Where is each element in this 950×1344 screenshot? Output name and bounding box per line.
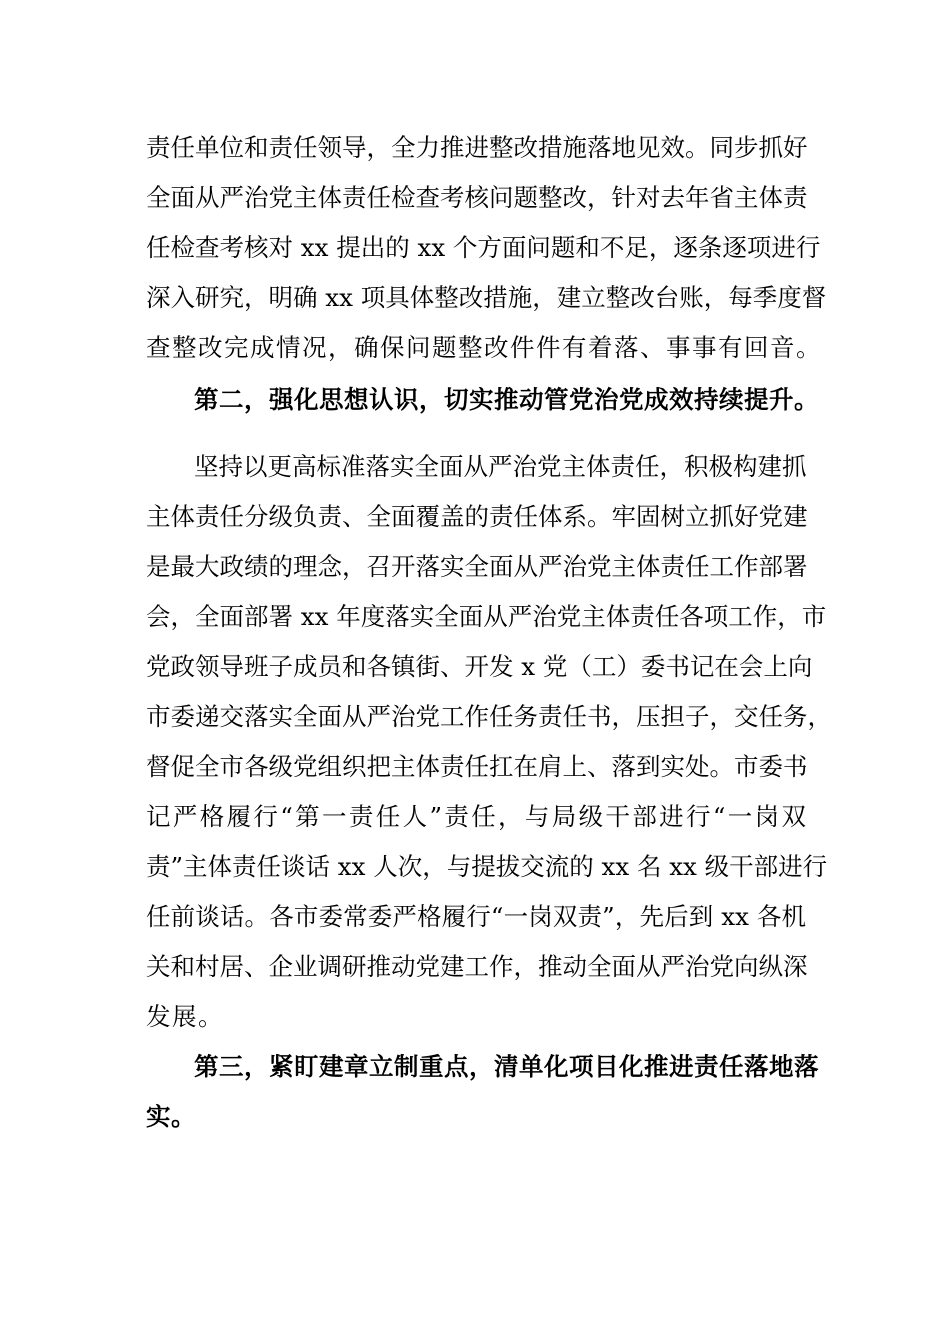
- text-line: 任检查考核对 xx 提出的 xx 个方面问题和不足，逐条逐项进行: [146, 233, 821, 262]
- text-line: 查整改完成情况，确保问题整改件件有着落、事事有回音。: [146, 333, 822, 362]
- heading-line: 实。: [146, 1102, 196, 1131]
- heading-line: 第二，强化思想认识，切实推动管党治党成效持续提升。: [194, 385, 819, 414]
- text-line: 是最大政绩的理念，召开落实全面从严治党主体责任工作部署: [146, 552, 808, 581]
- text-line: 责任单位和责任领导，全力推进整改措施落地见效。同步抓好: [146, 133, 808, 162]
- text-line: 督促全市各级党组织把主体责任扛在肩上、落到实处。市委书: [146, 752, 808, 781]
- text-line: 任前谈话。各市委常委严格履行“一岗双责”，先后到 xx 各机: [146, 902, 806, 931]
- text-line: 发展。: [146, 1002, 224, 1031]
- text-line: 深入研究，明确 xx 项具体整改措施，建立整改台账，每季度督: [146, 283, 827, 312]
- heading-line: 第三，紧盯建章立制重点，清单化项目化推进责任落地落: [194, 1052, 819, 1081]
- text-line: 主体责任分级负责、全面覆盖的责任体系。牢固树立抓好党建: [146, 502, 808, 531]
- text-line: 会，全面部署 xx 年度落实全面从严治党主体责任各项工作，市: [146, 602, 827, 631]
- text-line: 党政领导班子成员和各镇街、开发 x 党（工）委书记在会上向: [146, 652, 813, 681]
- text-line: 坚持以更高标准落实全面从严治党主体责任，积极构建抓: [194, 452, 807, 481]
- text-line: 关和村居、企业调研推动党建工作，推动全面从严治党向纵深: [146, 952, 808, 981]
- text-line: 责”主体责任谈话 xx 人次，与提拔交流的 xx 名 xx 级干部进行: [146, 852, 828, 881]
- text-line: 全面从严治党主体责任检查考核问题整改，针对去年省主体责: [146, 183, 808, 212]
- text-line: 记严格履行“第一责任人”责任，与局级干部进行“一岗双: [146, 802, 806, 831]
- text-line: 市委递交落实全面从严治党工作任务责任书，压担子，交任务，: [146, 702, 832, 731]
